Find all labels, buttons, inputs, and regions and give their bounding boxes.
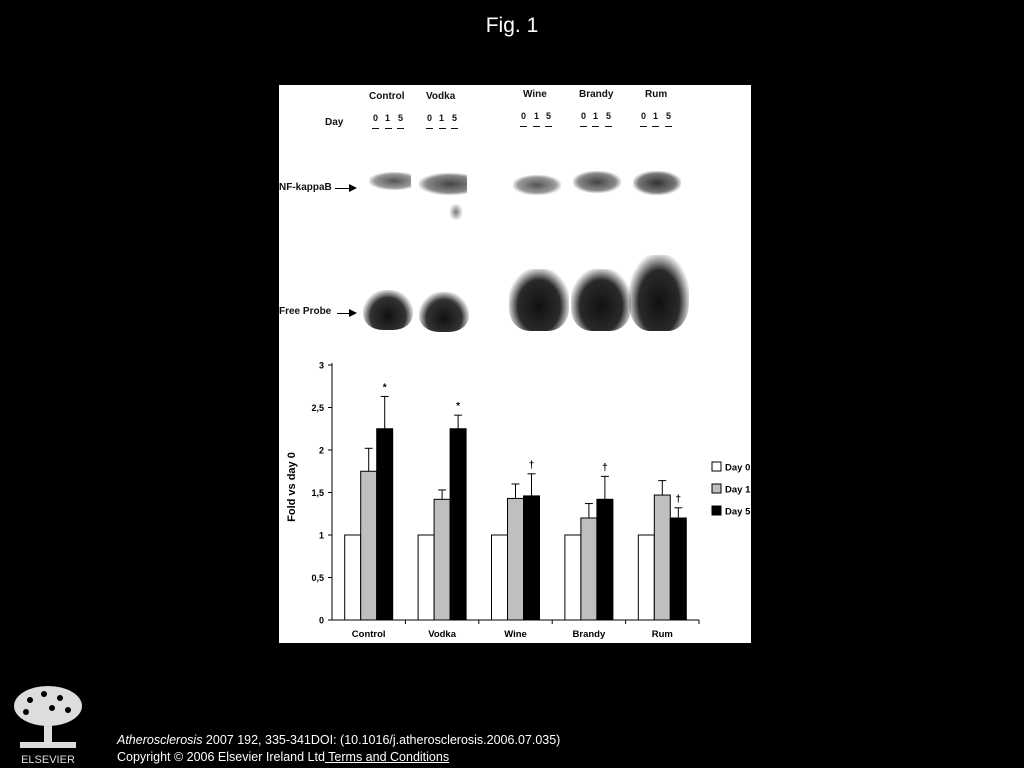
bar <box>565 535 581 620</box>
lane-marker <box>652 126 659 127</box>
lane-number: 5 <box>546 111 555 121</box>
lane-marker <box>640 126 647 127</box>
terms-link[interactable]: Terms and Conditions <box>324 750 450 764</box>
x-tick-label: Brandy <box>572 629 606 640</box>
lane-number: 0 <box>427 113 436 123</box>
nfkappab-band <box>369 172 411 190</box>
lane-number: 1 <box>439 113 448 123</box>
lane-marker <box>580 126 587 127</box>
lane-number: 0 <box>641 111 650 121</box>
y-tick-label: 2 <box>318 445 324 456</box>
bar <box>597 499 613 620</box>
y-axis-label: Fold vs day 0 <box>286 452 298 522</box>
nfkappab-smear <box>449 203 463 221</box>
lane-marker <box>372 128 379 129</box>
bar <box>581 518 597 620</box>
figure-title: Fig. 1 <box>485 14 539 37</box>
citation-line <box>117 732 560 749</box>
nfkappab-band <box>573 171 621 193</box>
nfkappab-band <box>513 175 561 195</box>
gel-group-label: Brandy <box>579 89 614 100</box>
nfkappab-arrow-head <box>349 184 357 192</box>
lane-number: 0 <box>521 111 530 121</box>
significance-marker: * <box>456 401 461 413</box>
lane-number: 5 <box>398 113 407 123</box>
lane-marker <box>426 128 433 129</box>
bar <box>670 518 686 620</box>
free-probe-band <box>629 255 689 331</box>
lane-number: 0 <box>581 111 590 121</box>
legend-label: Day 5 <box>725 506 751 518</box>
gel-group-label: Wine <box>523 89 547 100</box>
lane-number: 1 <box>653 111 662 121</box>
copyright-line <box>117 749 560 766</box>
free-probe-label: Free Probe <box>279 306 332 317</box>
bar <box>638 535 654 620</box>
significance-marker: † <box>602 462 608 474</box>
free-probe-band <box>509 269 569 331</box>
lane-number: 5 <box>666 111 675 121</box>
nfkappab-arrow <box>335 188 349 189</box>
lane-number: 5 <box>606 111 615 121</box>
significance-marker: * <box>382 382 387 394</box>
bar <box>418 535 434 620</box>
y-tick-label: 3 <box>318 360 324 371</box>
bar-chart <box>279 355 751 645</box>
bar <box>450 429 466 620</box>
lane-marker <box>385 128 392 129</box>
x-tick-label: Control <box>351 629 386 640</box>
legend <box>712 462 751 518</box>
journal-name: Atherosclerosis <box>117 733 203 747</box>
lane-number: 1 <box>534 111 543 121</box>
elsevier-logo <box>10 682 86 766</box>
lane-number: 1 <box>385 113 394 123</box>
lane-number: 5 <box>452 113 461 123</box>
nfkappab-band <box>633 171 681 195</box>
figure-panel <box>279 85 751 643</box>
lane-marker <box>520 126 527 127</box>
nfkappab-label: NF-kappaB <box>279 182 332 193</box>
citation <box>117 732 560 766</box>
lane-marker <box>545 126 552 127</box>
legend-swatch <box>712 506 721 515</box>
y-tick-label: 1,5 <box>311 488 324 498</box>
day-label: Day <box>325 117 344 128</box>
bar <box>654 495 670 620</box>
y-tick-label: 1 <box>318 530 324 541</box>
bar <box>361 471 377 620</box>
bar <box>492 535 508 620</box>
legend-label: Day 0 <box>725 462 751 474</box>
significance-marker: † <box>675 493 682 505</box>
significance-marker: † <box>528 459 535 471</box>
legend-swatch <box>712 484 721 493</box>
y-tick-label: 0 <box>318 615 324 626</box>
bar <box>377 429 393 620</box>
copyright-text: Copyright © 2006 Elsevier Ireland Ltd <box>117 750 325 764</box>
gel-group-label: Vodka <box>426 91 456 102</box>
bar <box>434 499 450 620</box>
lane-marker <box>451 128 458 129</box>
free-probe-arrow <box>337 313 349 314</box>
y-tick-label: 0,5 <box>311 573 324 583</box>
x-tick-label: Vodka <box>428 629 457 640</box>
bar <box>508 498 524 620</box>
free-probe-band <box>571 269 631 331</box>
gel-group-label: Control <box>369 91 405 102</box>
nfkappab-band <box>419 173 467 195</box>
citation-details: 2007 192, 335-341DOI: (10.1016/j.atherosclerosis.2006.07.035) <box>202 733 561 747</box>
lane-marker <box>439 128 446 129</box>
lane-marker <box>665 126 672 127</box>
x-tick-label: Wine <box>504 629 527 640</box>
lane-marker <box>605 126 612 127</box>
lane-marker <box>397 128 404 129</box>
lane-number: 1 <box>593 111 602 121</box>
free-probe-band <box>419 292 469 332</box>
x-tick-label: Rum <box>651 629 673 640</box>
free-probe-arrow-head <box>349 309 357 317</box>
lane-number: 0 <box>373 113 382 123</box>
legend-swatch <box>712 462 721 471</box>
legend-label: Day 1 <box>725 484 751 496</box>
free-probe-band <box>363 290 413 330</box>
y-tick-label: 2,5 <box>311 403 324 413</box>
lane-marker <box>533 126 540 127</box>
plot-area <box>311 361 699 641</box>
gel-group-label: Rum <box>645 89 668 100</box>
bar <box>345 535 361 620</box>
publisher-name: ELSEVIER <box>21 754 75 766</box>
bar <box>524 496 540 620</box>
lane-marker <box>592 126 599 127</box>
